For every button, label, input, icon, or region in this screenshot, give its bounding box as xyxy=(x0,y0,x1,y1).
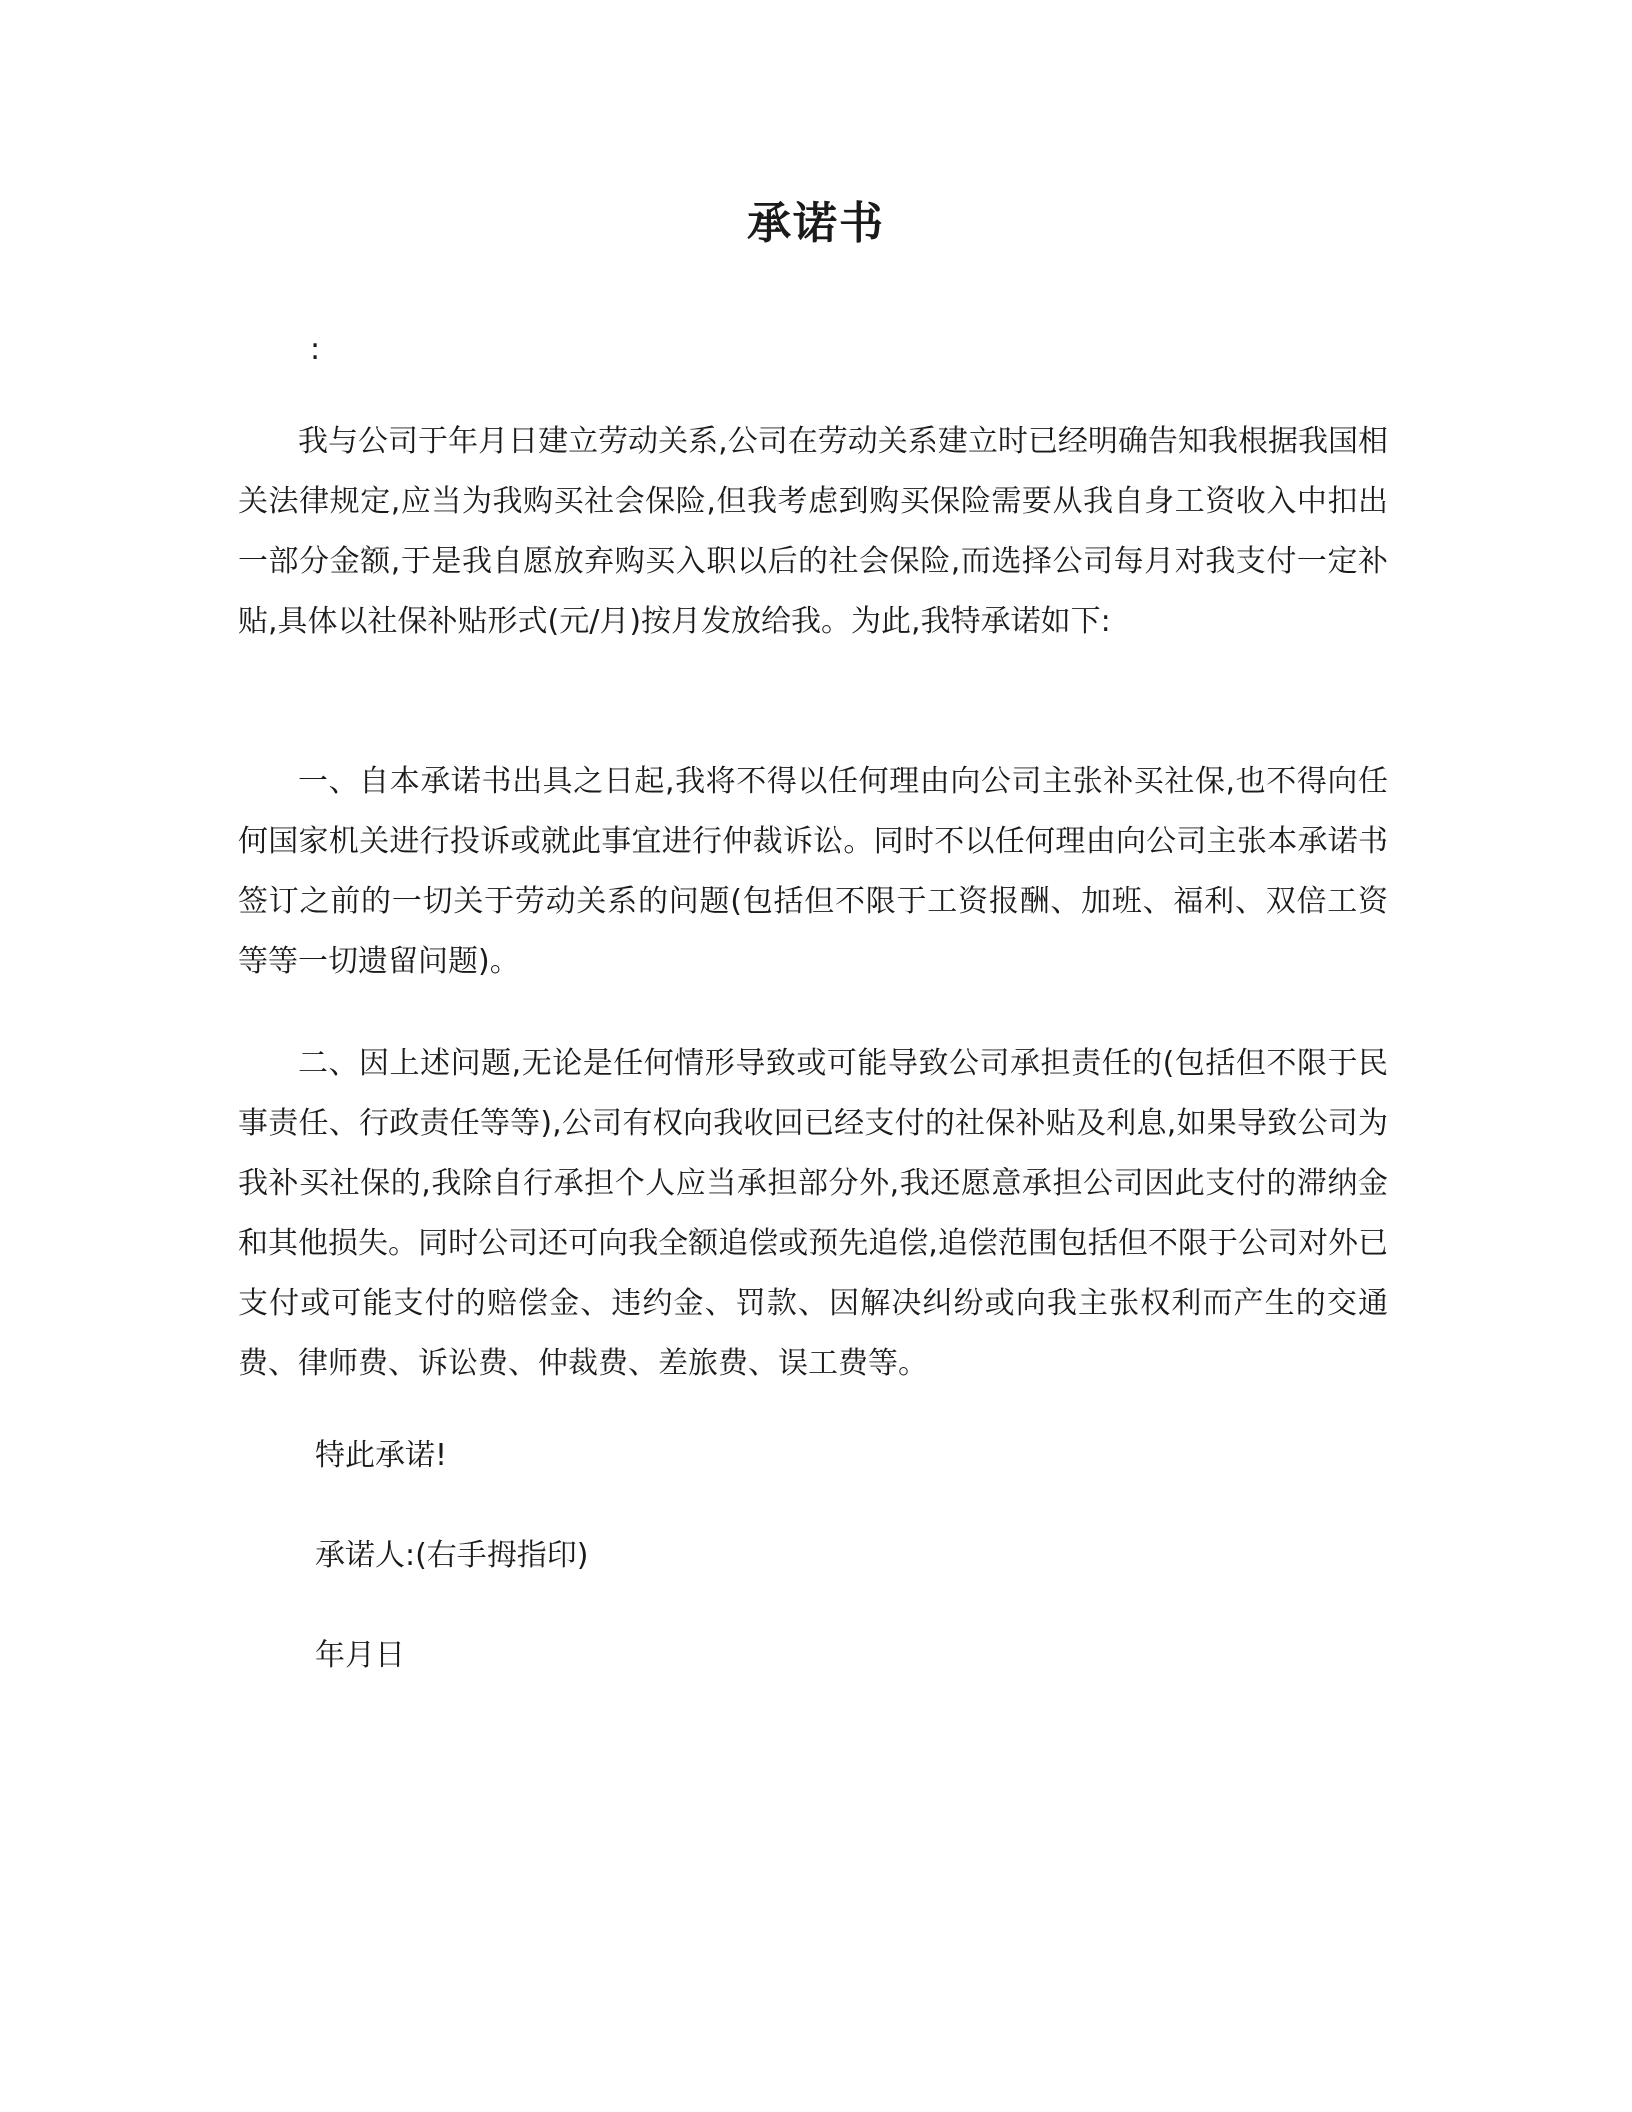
document-title: 承诺书 xyxy=(747,198,885,249)
intro-paragraph-block xyxy=(238,412,1388,652)
intro-paragraph: 我与公司于年月日建立劳动关系,公司在劳动关系建立时已经明确告知我根据我国相关法律规定,应当为我购买社会保险,但我考虑到购买保险需要从我自身工资收入中扣出一部分金额,于是我自愿放弃购买入职以后的社会保险,而选择公司每月对我支付一定补贴,具体以社保补贴形式(元/月)按月发放给我。为此,我特承诺如下: xyxy=(238,424,1388,639)
clause-one-paragraph: 一、自本承诺书出具之日起,我将不得以任何理由向公司主张补买社保,也不得向任何国家机关进行投诉或就此事宜进行仲裁诉讼。同时不以任何理由向公司主张本承诺书签订之前的一切关于劳动关系的问题(包括但不限于工资报酬、加班、福利、双倍工资等等一切遗留问题)。 xyxy=(238,764,1388,979)
date-line: 年月日 xyxy=(315,1638,405,1673)
closing-statement: 特此承诺! xyxy=(315,1438,448,1473)
salutation: : xyxy=(310,332,321,367)
clause-two-paragraph: 二、因上述问题,无论是任何情形导致或可能导致公司承担责任的(包括但不限于民事责任、行政责任等等),公司有权向我收回已经支付的社保补贴及利息,如果导致公司为我补买社保的,我除自行承担个人应当承担部分外,我还愿意承担公司因此支付的滞纳金和其他损失。同时公司还可向我全额追偿或预先追偿,追偿范围包括但不限于公司对外已支付或可能支付的赔偿金、违约金、罚款、因解决纠纷或向我主张权利而产生的交通费、律师费、诉讼费、仲裁费、差旅费、误工费等。 xyxy=(238,1046,1388,1381)
clause-one-block xyxy=(238,752,1388,992)
clause-two-block xyxy=(238,1034,1388,1394)
signer-line: 承诺人:(右手拇指印) xyxy=(315,1538,589,1573)
